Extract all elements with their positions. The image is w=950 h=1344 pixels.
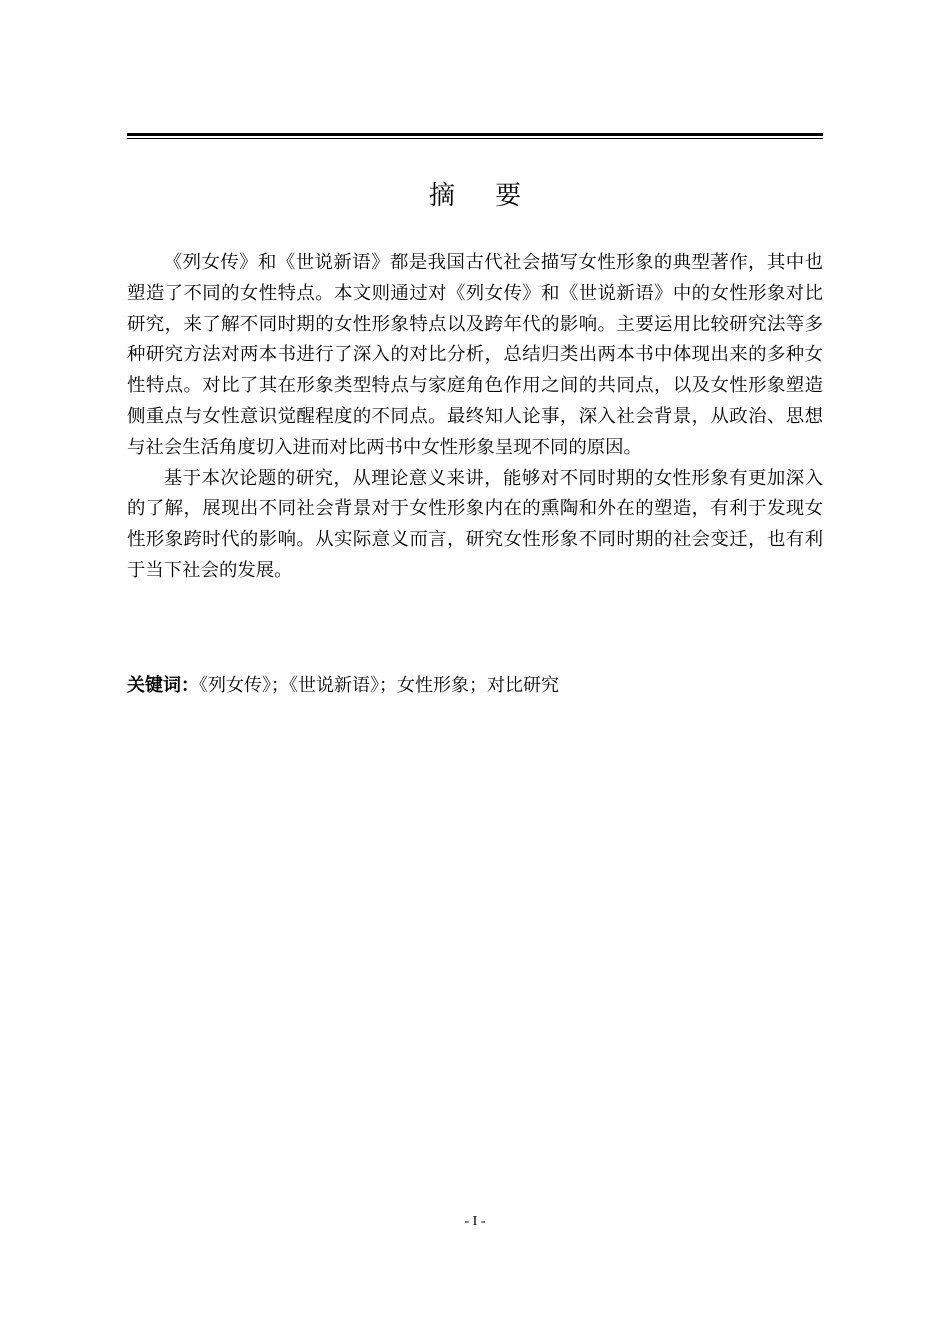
keywords-line bbox=[127, 671, 823, 701]
header-rule-thick bbox=[127, 133, 823, 136]
page-title: 摘 要 bbox=[428, 181, 538, 211]
abstract-paragraph-2: 基于本次论题的研究，从理论意义来讲，能够对不同时期的女性形象有更加深入的了解，展现出不同社会背景对于女性形象内在的熏陶和外在的塑造，有利于发现女性形象跨时代的影响。从实际意义而言，研究女性形象不同时期的社会变迁，也有利于当下社会的发展。 bbox=[127, 467, 823, 581]
page-number: - I - bbox=[464, 1214, 486, 1229]
abstract-paragraph-1: 《列女传》和《世说新语》都是我国古代社会描写女性形象的典型著作，其中也塑造了不同的女性特点。本文则通过对《列女传》和《世说新语》中的女性形象对比研究，来了解不同时期的女性形象特点以及跨年代的影响。主要运用比较研究法等多种研究方法对两本书进行了深入的对比分析，总结归类出两本书中体现出来的多种女性特点。对比了其在形象类型特点与家庭角色作用之间的共同点，以及女性形象塑造侧重点与女性意识觉醒程度的不同点。最终知人论事，深入社会背景，从政治、思想与社会生活角度切入进而对比两书中女性形象呈现不同的原因。 bbox=[127, 252, 823, 458]
abstract-body bbox=[127, 248, 823, 587]
keywords-items: 《列女传》；《世说新语》；女性形象；对比研究 bbox=[199, 675, 559, 696]
header-rule-thin bbox=[127, 138, 823, 139]
keywords-label: 关键词： bbox=[127, 675, 199, 696]
